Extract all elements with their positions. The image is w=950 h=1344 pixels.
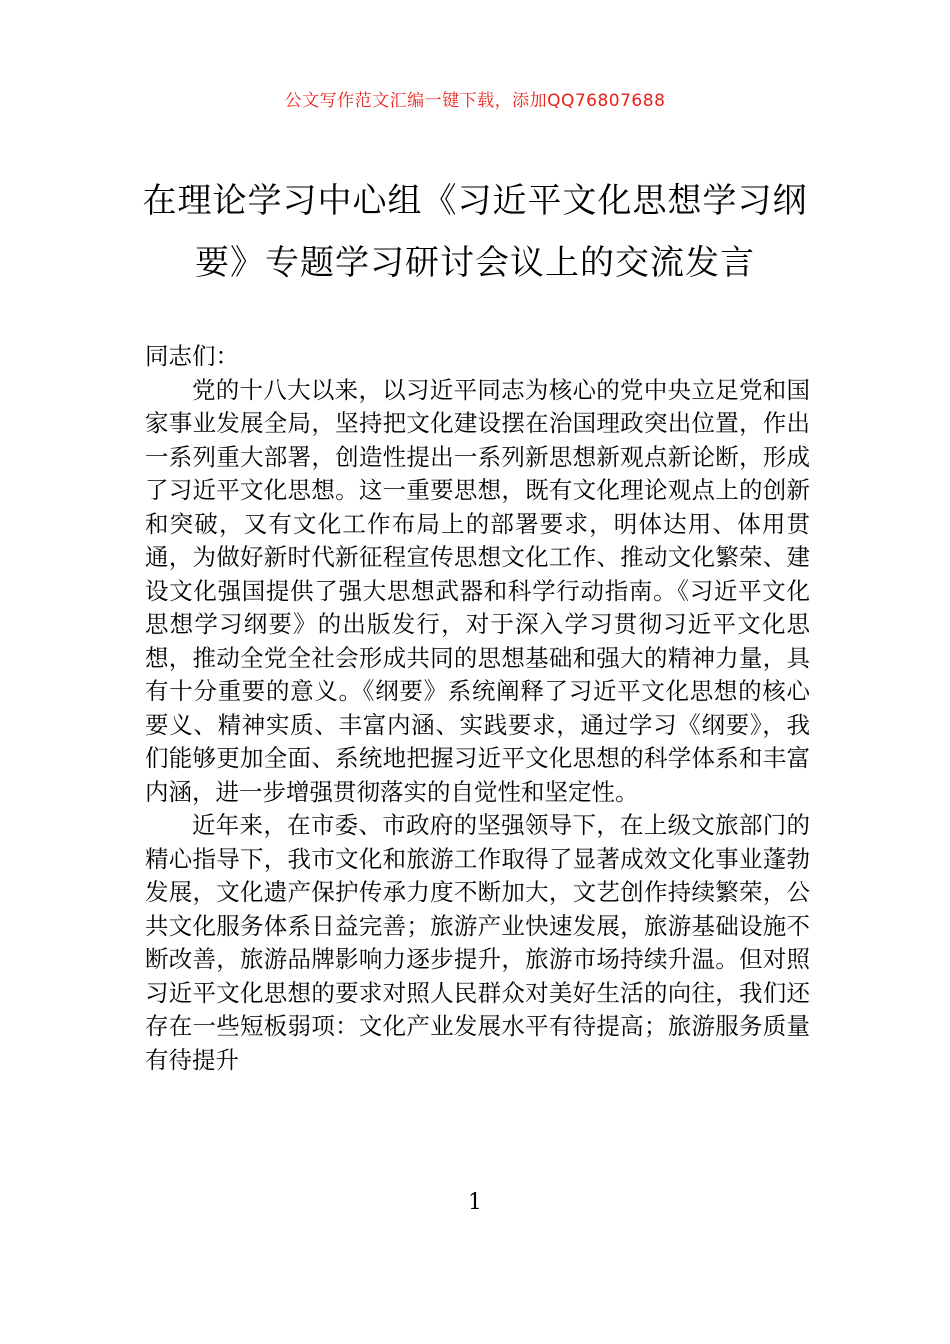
document-body [145, 340, 810, 1077]
paragraph: 党的十八大以来，以习近平同志为核心的党中央立足党和国家事业发展全局，坚持把文化建设摆在治国理政突出位置，作出一系列重大部署，创造性提出一系列新思想新观点新论断，形成了习近平文化思想。这一重要思想，既有文化理论观点上的创新和突破，又有文化工作布局上的部署要求，明体达用、体用贯通，为做好新时代新征程宣传思想文化工作、推动文化繁荣、建设文化强国提供了强大思想武器和科学行动指南。《习近平文化思想学习纲要》的出版发行，对于深入学习贯彻习近平文化思想，推动全党全社会形成共同的思想基础和强大的精神力量，具有十分重要的意义。《纲要》系统阐释了习近平文化思想的核心要义、精神实质、丰富内涵、实践要求，通过学习《纲要》，我们能够更加全面、系统地把握习近平文化思想的科学体系和丰富内涵，进一步增强贯彻落实的自觉性和坚定性。 [145, 375, 810, 806]
page-number: 1 [468, 1190, 482, 1215]
paragraph: 近年来，在市委、市政府的坚强领导下，在上级文旅部门的精心指导下，我市文化和旅游工作取得了显著成效文化事业蓬勃发展，文化遗产保护传承力度不断加大，文艺创作持续繁荣，公共文化服务体系日益完善；旅游产业快速发展，旅游基础设施不断改善，旅游品牌影响力逐步提升，旅游市场持续升温。但对照习近平文化思想的要求对照人民群众对美好生活的向往，我们还存在一些短板弱项：文化产业发展水平有待提高；旅游服务质量有待提升 [145, 811, 810, 1074]
salutation: 同志们： [145, 342, 239, 370]
document-title: 在理论学习中心组《习近平文化思想学习纲要》专题学习研讨会议上的交流发言 [142, 181, 808, 283]
download-banner: 公文写作范文汇编一键下载，添加QQ76807688 [284, 91, 666, 111]
